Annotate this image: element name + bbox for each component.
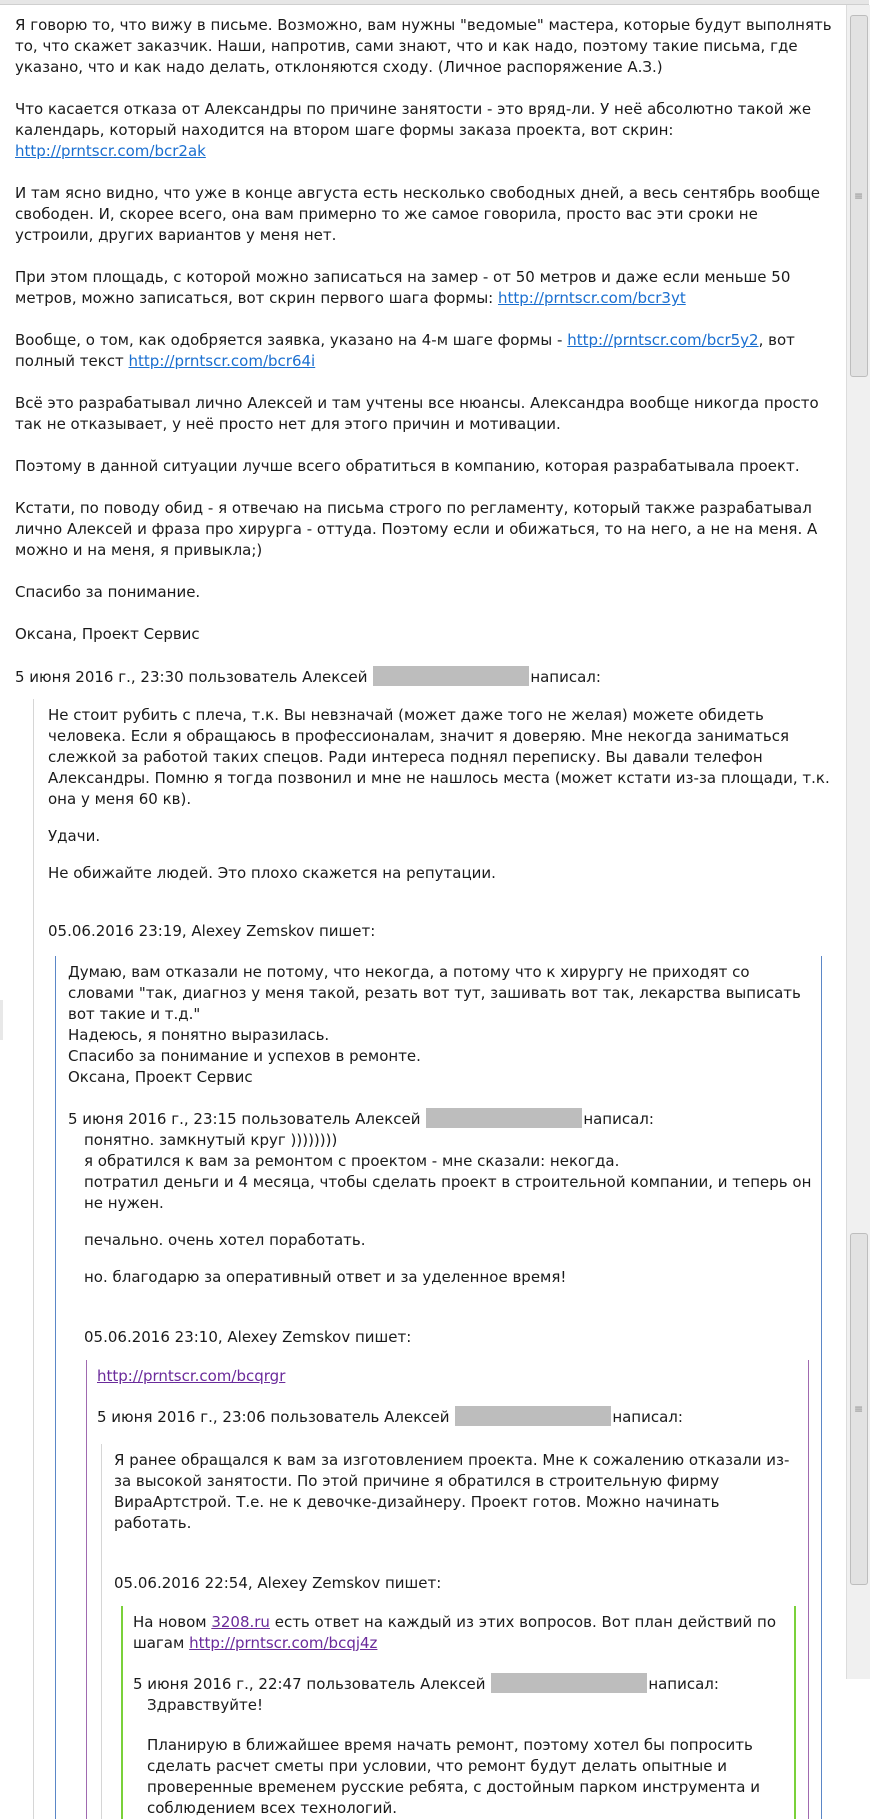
redacted-email (491, 1673, 647, 1693)
quoted-message (133, 1695, 786, 1819)
quoted-message (55, 956, 822, 1819)
quoted-message (101, 1444, 800, 1819)
reply-paragraph: И там ясно видно, что уже в конце августа есть несколько свободных дней, а весь сентябрь вообще свободен. И, скорее всего, она вам примерно то же самое говорила, просто вас эти сроки не устроили, других вариантов у меня нет. (15, 184, 820, 244)
left-edge-marker (0, 1000, 3, 1040)
quote-paragraph: Не обижайте людей. Это плохо скажется на репутации. (48, 864, 496, 882)
screenshot-link[interactable]: http://prntscr.com/bcqj4z (189, 1634, 378, 1652)
reply-paragraph: При этом площадь, с которой можно записаться на замер - от 50 метров и даже если меньше 50 метров, можно записаться, вот скрин первого шага формы: http://prntscr.com/bcr3yt (15, 268, 791, 307)
email-thread (0, 5, 846, 1817)
quote-line: Спасибо за понимание и успехов в ремонте. (68, 1047, 421, 1065)
quote-header: 5 июня 2016 г., 23:15 пользователь Алексей написал: (68, 1110, 654, 1128)
quote-paragraph: Я ранее обращался к вам за изготовлением проекта. Мне к сожалению отказали из-за высокой занятости. По этой причине я обратился в строительную фирму ВираАртстрой. Т.е. не к девочке-дизайнеру. Проект готов. Можно начинать работать. (114, 1451, 790, 1532)
redacted-email (373, 666, 529, 686)
quote-line: потратил деньги и 4 месяца, чтобы сделать проект в строительной компании, и теперь он не нужен. (84, 1173, 812, 1212)
redacted-email (455, 1406, 611, 1426)
reply-paragraph: Поэтому в данной ситуации лучше всего обратиться в компанию, которая разрабатывала проект. (15, 457, 800, 475)
reply-paragraph: Спасибо за понимание. (15, 583, 201, 601)
quote-author-line: 05.06.2016 23:19, Alexey Zemskov пишет: (48, 922, 376, 940)
redacted-email (426, 1108, 582, 1128)
signature: Оксана, Проект Сервис (15, 625, 200, 643)
quoted-message (86, 1360, 809, 1819)
quote-paragraph: Планирую в ближайшее время начать ремонт, поэтому хотел бы попросить сделать расчет сметы при условии, что ремонт будут делать опытные и проверенные временем русские ребята, с достойным парком инструмента и соблюдением всех технологий. (147, 1736, 761, 1817)
reply-paragraph: Кстати, по поводу обид - я отвечаю на письма строго по регламенту, который также разрабатывал лично Алексей и фраза про хирурга - оттуда. Поэтому если и обижаться, то на него, а не на меня. А можно и на меня, я привыкла;) (15, 499, 818, 559)
reply-paragraph: Вообще, о том, как одобряется заявка, указано на 4-м шаге формы - http://prntscr.com/bcr5y2, вот полный текст http://prntscr.com/bcr64i (15, 331, 795, 370)
quote-author-line: 05.06.2016 22:54, Alexey Zemskov пишет: (114, 1574, 442, 1592)
reply-paragraph: Я говорю то, что вижу в письме. Возможно, вам нужны "ведомые" мастера, которые будут выполнять то, что скажет заказчик. Наши, напротив, сами знают, что и как надо, поэтому такие письма, где указано, что и как надо делать, отклоняются сходу. (Личное распоряжение А.З.) (15, 16, 832, 76)
quote-header: 5 июня 2016 г., 22:47 пользователь Алексей написал: (133, 1675, 719, 1693)
quote-author-line: 05.06.2016 23:10, Alexey Zemskov пишет: (84, 1328, 412, 1346)
quoted-message (121, 1606, 796, 1819)
quote-line: Надеюсь, я понятно выразилась. (68, 1026, 330, 1044)
quote-line: я обратился к вам за ремонтом с проектом - мне сказали: некогда. (84, 1152, 620, 1170)
site-link[interactable]: 3208.ru (211, 1613, 270, 1631)
quote-header: 5 июня 2016 г., 23:06 пользователь Алексей написал: (97, 1408, 683, 1426)
greeting: Здравствуйте! (147, 1696, 263, 1714)
quoted-message (68, 1130, 813, 1288)
screenshot-link[interactable]: http://prntscr.com/bcr2ak (15, 142, 206, 160)
reply-paragraph: Всё это разрабатывал лично Алексей и там учтены все нюансы. Александра вообще никогда просто так не отказывает, у неё просто нет для этого причин и мотивации. (15, 394, 819, 433)
quoted-message (33, 699, 834, 1819)
quote-header: 5 июня 2016 г., 23:30 пользователь Алексей написал: (15, 668, 601, 686)
quote-line: На новом 3208.ru есть ответ на каждый из этих вопросов. Вот план действий по шагам http://prntscr.com/bcqj4z (133, 1613, 777, 1652)
quote-line: понятно. замкнутый круг )))))))) (84, 1131, 338, 1149)
screenshot-link[interactable]: http://prntscr.com/bcqrgr (97, 1367, 286, 1385)
screenshot-link[interactable]: http://prntscr.com/bcr3yt (498, 289, 686, 307)
screenshot-link[interactable]: http://prntscr.com/bcr5y2 (567, 331, 759, 349)
quote-paragraph: печально. очень хотел поработать. (84, 1231, 366, 1249)
vertical-scrollbar[interactable] (846, 5, 870, 1679)
quote-paragraph: Не стоит рубить с плеча, т.к. Вы невзначай (может даже того не желая) можете обидеть человека. Если я обращаюсь в профессионалам, значит я доверяю. Мне некогда заниматься слежкой за работой таких спецов. Ради интереса поднял переписку. Вы давали телефон Александры. Помню я тогда позвонил и мне не нашлось места (может кстати из-за площади, т.к. она у меня 60 кв). (48, 706, 830, 808)
quote-paragraph: но. благодарю за оперативный ответ и за уделенное время! (84, 1268, 567, 1286)
scrollbar-thumb[interactable] (850, 15, 868, 377)
scrollbar-thumb[interactable] (850, 1233, 868, 1585)
reply-paragraph: Что касается отказа от Александры по причине занятости - это вряд-ли. У неё абсолютно такой же календарь, который находится на втором шаге формы заказа проекта, вот скрин: http://prntscr.com/bcr2ak (15, 100, 812, 160)
signature: Оксана, Проект Сервис (68, 1068, 253, 1086)
quote-line: Думаю, вам отказали не потому, что некогда, а потому что к хирургу не приходят со словами "так, диагноз у меня такой, резать вот тут, зашивать вот так, лекарства выписать вот такие и т.д." (68, 963, 801, 1023)
screenshot-link[interactable]: http://prntscr.com/bcr64i (128, 352, 316, 370)
quote-paragraph: Удачи. (48, 827, 101, 845)
